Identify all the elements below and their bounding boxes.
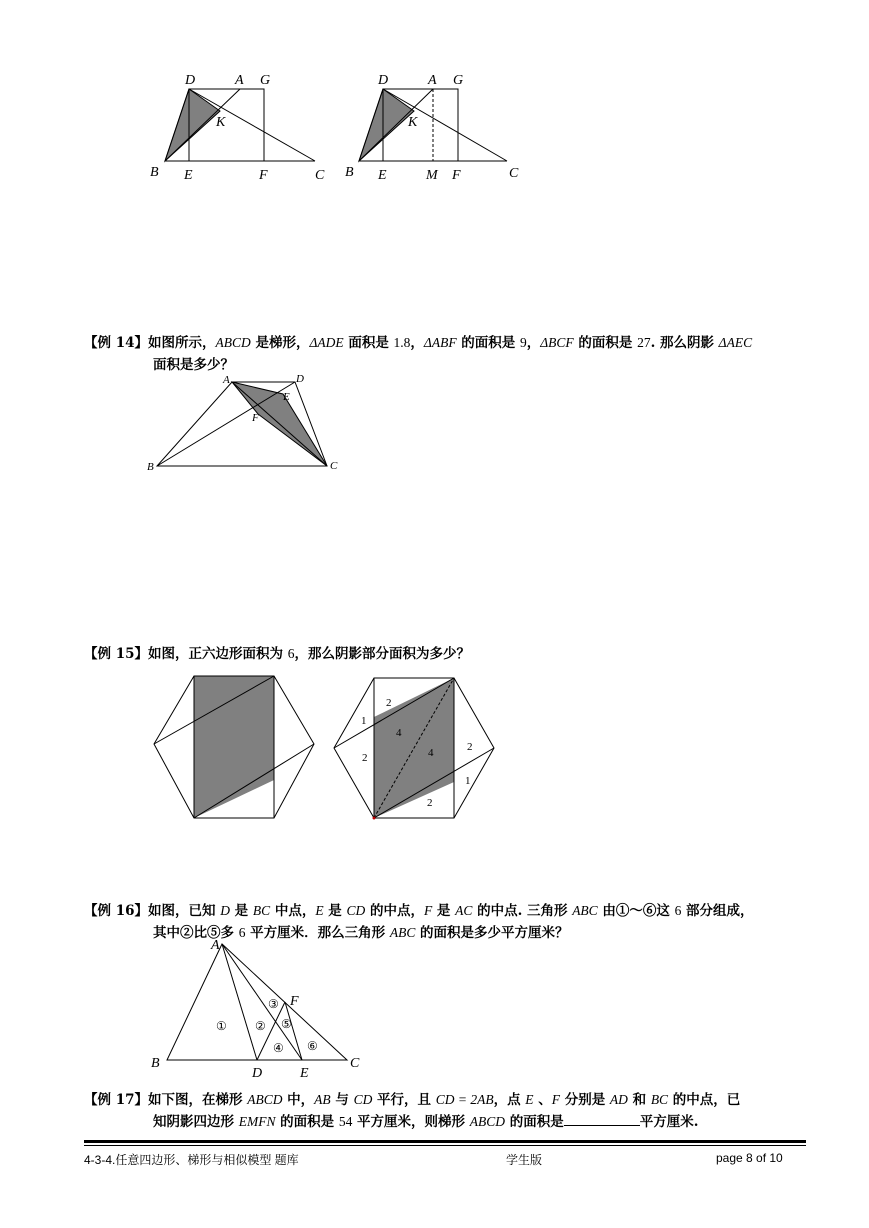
label-B: B (147, 461, 154, 473)
example-tag: 【例 15】 (84, 646, 148, 662)
hexagon-left (154, 676, 314, 818)
region-label: 2 (362, 752, 368, 764)
label-D: D (378, 73, 389, 88)
footer-rule (84, 1140, 806, 1143)
part-label: ⑥ (307, 1039, 318, 1053)
part-label: ⑤ (281, 1017, 292, 1031)
region-label: 4 (396, 727, 402, 739)
region-label: 2 (386, 697, 392, 709)
label-C: C (315, 168, 325, 183)
label-C: C (330, 460, 338, 472)
label-D: D (296, 373, 304, 385)
label-G: G (260, 73, 271, 88)
label-D: D (252, 1066, 263, 1081)
label-C: C (509, 166, 519, 181)
example-15: 【例 15】如图，正六边形面积为 6，那么阴影部分面积为多少？ (84, 646, 470, 662)
label-F: F (259, 168, 268, 183)
label-B: B (345, 165, 354, 180)
figure-ex16 (145, 936, 375, 1084)
example-14: 【例 14】如图所示，ABCD 是梯形，ΔADE 面积是 1.8，ΔABF 的面积是 9，ΔBCF 的面积是 27. 那么阴影 ΔAEC 面积是多少？ (84, 335, 753, 373)
figure-ex15 (148, 668, 508, 824)
region-label: 2 (427, 797, 433, 809)
label-D: D (185, 73, 196, 88)
example-tag: 【例 17】 (84, 1092, 148, 1108)
example-16: 【例 16】如图，已知 D 是 BC 中点，E 是 CD 的中点，F 是 AC 的中点. 三角形 ABC 由①～⑥这 6 部分组成， 其中②比⑤多 6 平方厘米．那么三角形 ABC 的面积是多少平方厘米？ (84, 903, 754, 941)
label-G: G (453, 73, 464, 88)
part-label: ④ (273, 1041, 284, 1055)
example-tag: 【例 14】 (84, 335, 148, 351)
label-A: A (223, 374, 230, 386)
footer-left: 4-3-4.任意四边形、梯形与相似模型 题库 (84, 1153, 299, 1167)
figure-trapezoid-pair (140, 66, 540, 188)
label-E: E (378, 168, 387, 183)
label-F: F (290, 994, 299, 1009)
label-A: A (211, 938, 220, 953)
label-A: A (235, 73, 244, 88)
figure-ex14 (140, 370, 350, 480)
label-B: B (150, 165, 159, 180)
region-label: 1 (361, 715, 367, 727)
label-E: E (283, 391, 290, 403)
label-F: F (452, 168, 461, 183)
example-tag: 【例 16】 (84, 903, 148, 919)
region-label: 2 (467, 741, 473, 753)
figure-left (150, 73, 325, 183)
region-label: 1 (465, 775, 471, 787)
region-label: 4 (428, 747, 434, 759)
label-E: E (184, 168, 193, 183)
example-17: 【例 17】如下图，在梯形 ABCD 中，AB 与 CD 平行，且 CD = 2AB，点 E 、F 分别是 AD 和 BC 的中点，已 知阴影四边形 EMFN 的面积是 54 平方厘米，则梯形 ABCD 的面积是 平方厘米. (84, 1092, 741, 1130)
label-M: M (426, 168, 438, 183)
answer-blank (564, 1111, 640, 1126)
footer-center: 学生版 (506, 1153, 543, 1167)
label-C: C (350, 1056, 360, 1071)
label-B: B (151, 1056, 160, 1071)
label-F: F (252, 412, 259, 424)
part-label: ① (216, 1019, 227, 1033)
footer-rule-thin (84, 1145, 806, 1146)
hexagon-right (334, 678, 494, 820)
footer-page-number: page 8 of 10 (716, 1151, 783, 1165)
label-E: E (300, 1066, 309, 1081)
label-A: A (428, 73, 437, 88)
part-label: ③ (268, 997, 279, 1011)
label-K: K (408, 115, 418, 130)
figure-right (345, 73, 519, 183)
part-label: ② (255, 1019, 266, 1033)
label-K: K (216, 115, 226, 130)
